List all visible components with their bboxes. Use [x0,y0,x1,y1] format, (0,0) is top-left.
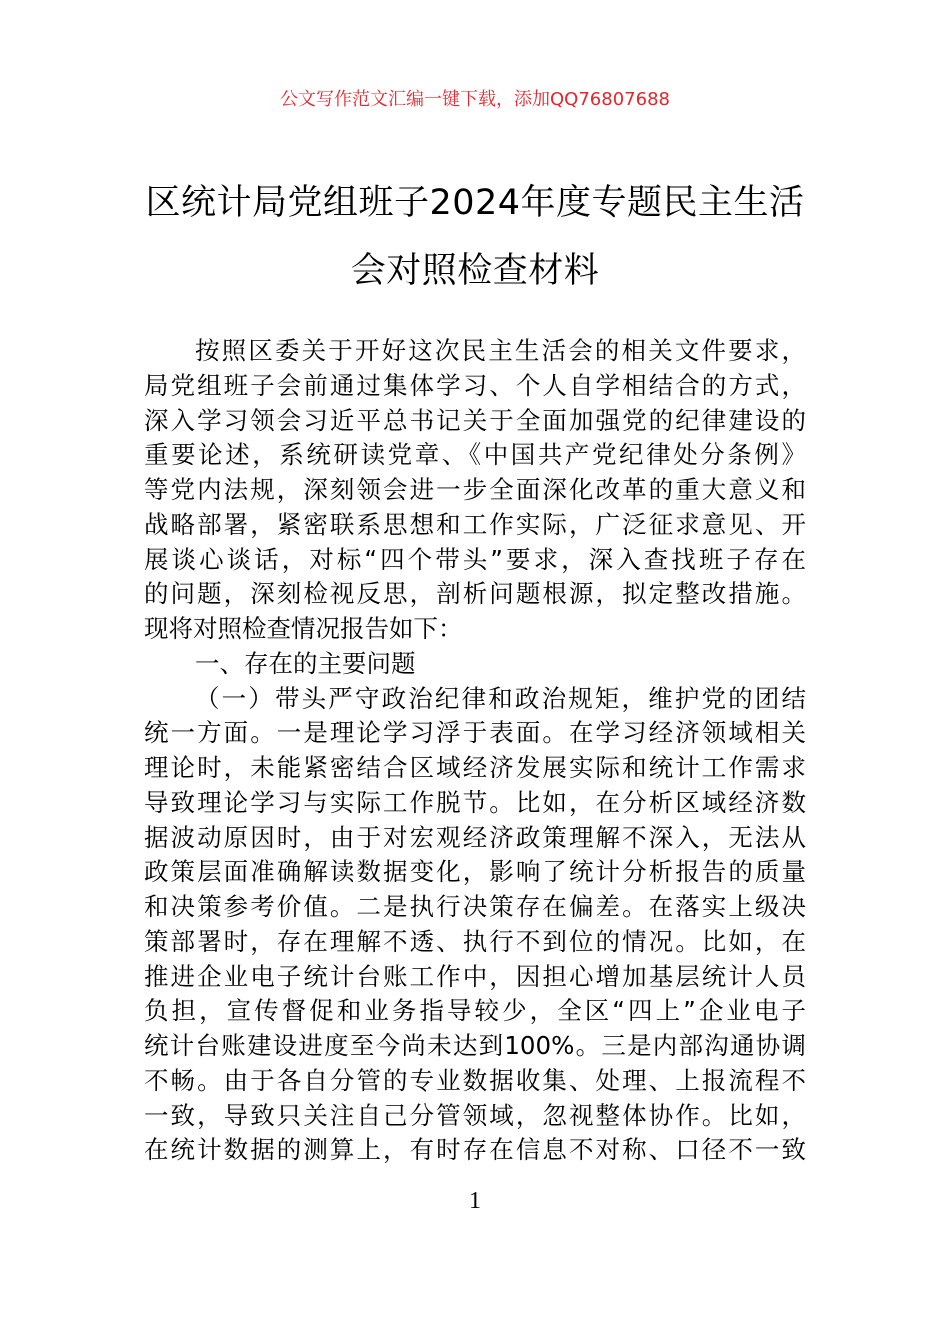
text-line: 统计台账建设进度至今尚未达到100%。三是内部沟通协调 [144,1031,806,1060]
download-banner: 公文写作范文汇编一键下载，添加QQ76807688 [280,89,670,110]
text-line: 现将对照检查情况报告如下： [144,614,463,643]
text-line: （一）带头严守政治纪律和政治规矩，维护党的团结 [195,683,806,713]
text-line: 深入学习领会习近平总书记关于全面加强党的纪律建设的 [144,405,806,435]
page-number: 1 [469,1188,481,1214]
paragraph [144,682,806,1169]
text-line: 等党内法规，深刻领会进一步全面深化改革的重大意义和 [144,475,806,504]
text-line: 政策层面准确解读数据变化，影响了统计分析报告的质量 [144,857,806,887]
text-line: 的问题，深刻检视反思，剖析问题根源，拟定整改措施。 [144,579,806,609]
text-line: 负担，宣传督促和业务指导较少，全区“四上”企业电子 [144,996,806,1026]
document-title-line-2: 会对照检查材料 [350,251,600,291]
text-line: 导致理论学习与实际工作脱节。比如，在分析区域经济数 [144,787,806,817]
paragraph [144,647,806,682]
text-line: 推进企业电子统计台账工作中，因担心增加基层统计人员 [144,961,806,991]
text-line: 统一方面。一是理论学习浮于表面。在学习经济领域相关 [144,718,806,748]
document-title-line-1: 区统计局党组班子2024年度专题民主生活 [145,183,805,223]
text-line: 和决策参考价值。二是执行决策存在偏差。在落实上级决 [144,892,806,921]
text-line: 局党组班子会前通过集体学习、个人自学相结合的方式， [144,370,806,400]
text-line: 展谈心谈话，对标“四个带头”要求，深入查找班子存在 [144,544,806,574]
text-line: 据波动原因时，由于对宏观经济政策理解不深入，无法从 [144,822,806,852]
text-line: 在统计数据的测算上，有时存在信息不对称、口径不一致 [144,1135,806,1165]
text-line: 理论时，未能紧密结合区域经济发展实际和统计工作需求 [144,753,806,782]
text-line: 按照区委关于开好这次民主生活会的相关文件要求， [195,336,806,365]
text-line: 战略部署，紧密联系思想和工作实际，广泛征求意见、开 [144,509,806,539]
text-line: 重要论述，系统研读党章、《中国共产党纪律处分条例》 [144,440,806,470]
document-body [144,334,806,1168]
text-line: 一、存在的主要问题 [195,648,416,678]
text-line: 策部署时，存在理解不透、执行不到位的情况。比如，在 [144,926,806,956]
text-line: 一致，导致只关注自己分管领域，忽视整体协作。比如， [144,1100,806,1130]
paragraph [144,334,806,647]
text-line: 不畅。由于各自分管的专业数据收集、处理、上报流程不 [144,1065,806,1095]
